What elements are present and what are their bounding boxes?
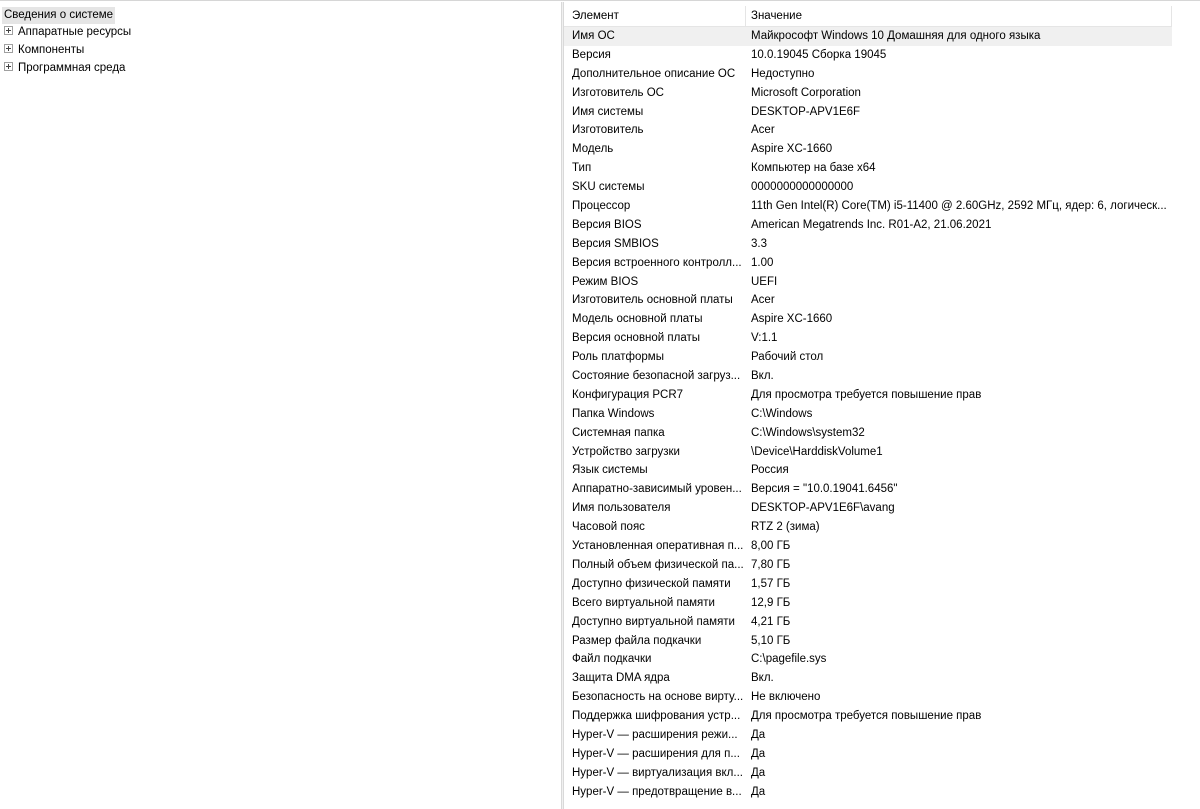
- row-element-name: Версия: [572, 48, 611, 61]
- table-row[interactable]: [564, 103, 1200, 122]
- table-row[interactable]: [564, 310, 1200, 329]
- row-element-name: Дополнительное описание ОС: [572, 67, 736, 80]
- row-element-value: 0000000000000000: [751, 181, 854, 194]
- table-row[interactable]: [564, 386, 1200, 405]
- row-element-name: Часовой пояс: [572, 521, 645, 534]
- details-list[interactable]: [564, 2, 1200, 809]
- table-row[interactable]: [564, 669, 1200, 688]
- row-element-name: Конфигурация PCR7: [572, 388, 684, 401]
- table-row[interactable]: [564, 537, 1200, 556]
- row-element-value: Для просмотра требуется повышение прав: [751, 710, 982, 723]
- table-row[interactable]: [564, 235, 1200, 254]
- column-header-element[interactable]: Элемент: [572, 10, 619, 22]
- table-row[interactable]: [564, 461, 1200, 480]
- table-row[interactable]: [564, 84, 1200, 103]
- row-element-name: Изготовитель ОС: [572, 86, 664, 99]
- table-row[interactable]: [564, 556, 1200, 575]
- row-element-value: 7,80 ГБ: [751, 558, 791, 571]
- row-element-value: Вкл.: [751, 672, 774, 685]
- row-element-value: C:\Windows: [751, 407, 813, 420]
- row-element-name: Имя ОС: [572, 30, 615, 42]
- row-element-value: Acer: [751, 124, 775, 137]
- table-row[interactable]: [564, 121, 1200, 140]
- row-element-value: 1.00: [751, 256, 774, 269]
- row-element-value: Россия: [751, 464, 789, 477]
- column-separator[interactable]: [745, 6, 746, 26]
- table-row[interactable]: [564, 65, 1200, 84]
- row-element-name: Файл подкачки: [572, 653, 652, 666]
- table-row[interactable]: [564, 518, 1200, 537]
- table-row[interactable]: [564, 443, 1200, 462]
- row-element-value: \Device\HarddiskVolume1: [751, 445, 883, 458]
- row-element-name: Аппаратно-зависимый уровен...: [572, 483, 742, 496]
- row-element-name: Защита DMA ядра: [572, 672, 670, 685]
- row-element-value: 1,57 ГБ: [751, 577, 791, 590]
- table-row[interactable]: [564, 424, 1200, 443]
- row-element-value: V:1.1: [751, 332, 778, 345]
- row-element-value: Рабочий стол: [751, 351, 824, 364]
- expand-plus-icon[interactable]: [4, 26, 13, 35]
- row-element-name: Изготовитель: [572, 124, 644, 137]
- row-element-name: Роль платформы: [572, 351, 664, 364]
- table-row[interactable]: [564, 216, 1200, 235]
- row-element-value: RTZ 2 (зима): [751, 521, 820, 534]
- tree-item-components[interactable]: [4, 42, 84, 59]
- tree-item-label: Аппаратные ресурсы: [18, 26, 132, 38]
- row-element-value: Не включено: [751, 691, 821, 704]
- column-header-value[interactable]: Значение: [751, 10, 802, 22]
- tree-item-label: Программная среда: [18, 62, 126, 74]
- row-element-value: American Megatrends Inc. R01-A2, 21.06.2021: [751, 218, 992, 231]
- tree-item-label: Компоненты: [18, 44, 85, 56]
- table-row[interactable]: [564, 273, 1200, 292]
- tree-item-label: Сведения о системе: [4, 9, 114, 21]
- row-element-name: Версия SMBIOS: [572, 237, 659, 250]
- table-row[interactable]: [564, 707, 1200, 726]
- row-element-name: Доступно виртуальной памяти: [572, 615, 735, 628]
- expand-plus-icon[interactable]: [4, 44, 13, 53]
- column-separator[interactable]: [1171, 6, 1172, 26]
- tree-item-hardware-resources[interactable]: [4, 24, 131, 41]
- row-element-name: Размер файла подкачки: [572, 634, 702, 647]
- table-row[interactable]: [564, 594, 1200, 613]
- row-element-value: Microsoft Corporation: [751, 86, 861, 99]
- table-row[interactable]: [564, 745, 1200, 764]
- row-element-value: DESKTOP-APV1E6F: [751, 105, 861, 118]
- row-element-value: 5,10 ГБ: [751, 634, 791, 647]
- row-element-value: Да: [751, 728, 766, 741]
- row-element-name: Папка Windows: [572, 407, 655, 420]
- row-element-value: Вкл.: [751, 370, 774, 383]
- table-row[interactable]: [564, 178, 1200, 197]
- row-element-name: Имя пользователя: [572, 502, 671, 515]
- expand-plus-icon[interactable]: [4, 62, 13, 71]
- row-element-name: Режим BIOS: [572, 275, 639, 288]
- table-row[interactable]: [564, 348, 1200, 367]
- table-row[interactable]: [564, 480, 1200, 499]
- table-row[interactable]: [564, 367, 1200, 386]
- row-element-value: DESKTOP-APV1E6F\avang: [751, 502, 895, 515]
- table-row[interactable]: [564, 632, 1200, 651]
- row-element-value: 3.3: [751, 237, 767, 250]
- row-element-value: UEFI: [751, 275, 778, 288]
- row-element-value: Версия = "10.0.19041.6456": [751, 483, 898, 496]
- table-row[interactable]: [564, 159, 1200, 178]
- row-element-name: Процессор: [572, 200, 631, 213]
- table-row[interactable]: [564, 329, 1200, 348]
- row-element-name: Доступно физической памяти: [572, 577, 731, 590]
- row-element-value: 11th Gen Intel(R) Core(TM) i5-11400 @ 2.60GHz, 2592 МГц, ядер: 6, логическ...: [751, 200, 1167, 213]
- table-row[interactable]: [564, 140, 1200, 159]
- row-element-name: Полный объем физической па...: [572, 558, 744, 571]
- table-row[interactable]: [564, 726, 1200, 745]
- category-tree[interactable]: [0, 2, 561, 809]
- table-row[interactable]: [564, 405, 1200, 424]
- row-element-name: Язык системы: [572, 464, 648, 477]
- list-header: [564, 6, 1172, 27]
- row-element-name: Hyper-V — виртуализация вкл...: [572, 766, 743, 779]
- row-element-name: Hyper-V — предотвращение в...: [572, 785, 742, 798]
- row-element-name: Hyper-V — расширения для п...: [572, 747, 740, 760]
- row-element-name: Модель: [572, 143, 614, 156]
- table-row[interactable]: [564, 783, 1200, 802]
- table-row[interactable]: [564, 499, 1200, 518]
- row-element-name: Системная папка: [572, 426, 665, 439]
- table-row[interactable]: [564, 650, 1200, 669]
- row-element-value: 4,21 ГБ: [751, 615, 791, 628]
- tree-item-software-environment[interactable]: [4, 60, 125, 77]
- tree-item-system-summary[interactable]: [2, 7, 115, 24]
- row-element-name: Поддержка шифрования устр...: [572, 710, 741, 723]
- table-row[interactable]: [564, 613, 1200, 632]
- table-row[interactable]: [564, 46, 1200, 65]
- table-row[interactable]: [564, 291, 1200, 310]
- table-row[interactable]: [564, 575, 1200, 594]
- row-element-name: Изготовитель основной платы: [572, 294, 733, 307]
- row-element-name: Версия основной платы: [572, 332, 701, 345]
- row-element-value: Майкрософт Windows 10 Домашняя для одного языка: [751, 30, 1041, 42]
- row-element-value: Aspire XC-1660: [751, 143, 833, 156]
- row-element-name: Версия BIOS: [572, 218, 642, 231]
- row-element-name: Тип: [572, 162, 592, 175]
- row-element-value: Acer: [751, 294, 775, 307]
- row-element-name: Версия встроенного контролл...: [572, 256, 742, 269]
- table-row[interactable]: [564, 764, 1200, 783]
- table-row[interactable]: [564, 197, 1200, 216]
- row-element-name: Состояние безопасной загруз...: [572, 370, 741, 383]
- row-element-value: Да: [751, 747, 766, 760]
- row-element-name: Устройство загрузки: [572, 445, 680, 458]
- row-element-name: Установленная оперативная п...: [572, 540, 744, 553]
- row-element-value: Для просмотра требуется повышение прав: [751, 388, 982, 401]
- row-element-name: SKU системы: [572, 181, 645, 194]
- row-element-value: Да: [751, 785, 766, 798]
- row-element-value: C:\Windows\system32: [751, 426, 865, 439]
- row-element-name: Hyper-V — расширения режи...: [572, 728, 738, 741]
- row-element-name: Безопасность на основе вирту...: [572, 691, 744, 704]
- row-element-value: Недоступно: [751, 67, 815, 80]
- row-element-value: 8,00 ГБ: [751, 540, 791, 553]
- row-element-value: Компьютер на базе x64: [751, 162, 876, 175]
- table-row[interactable]: [564, 254, 1200, 273]
- table-row[interactable]: [564, 688, 1200, 707]
- row-element-value: 10.0.19045 Сборка 19045: [751, 48, 887, 61]
- row-element-name: Всего виртуальной памяти: [572, 596, 715, 609]
- row-element-name: Модель основной платы: [572, 313, 703, 326]
- row-element-value: Aspire XC-1660: [751, 313, 833, 326]
- row-element-value: C:\pagefile.sys: [751, 653, 827, 666]
- table-row[interactable]: [564, 27, 1172, 46]
- row-element-name: Имя системы: [572, 105, 644, 118]
- row-element-value: 12,9 ГБ: [751, 596, 791, 609]
- list-rows: [564, 27, 1200, 802]
- row-element-value: Да: [751, 766, 766, 779]
